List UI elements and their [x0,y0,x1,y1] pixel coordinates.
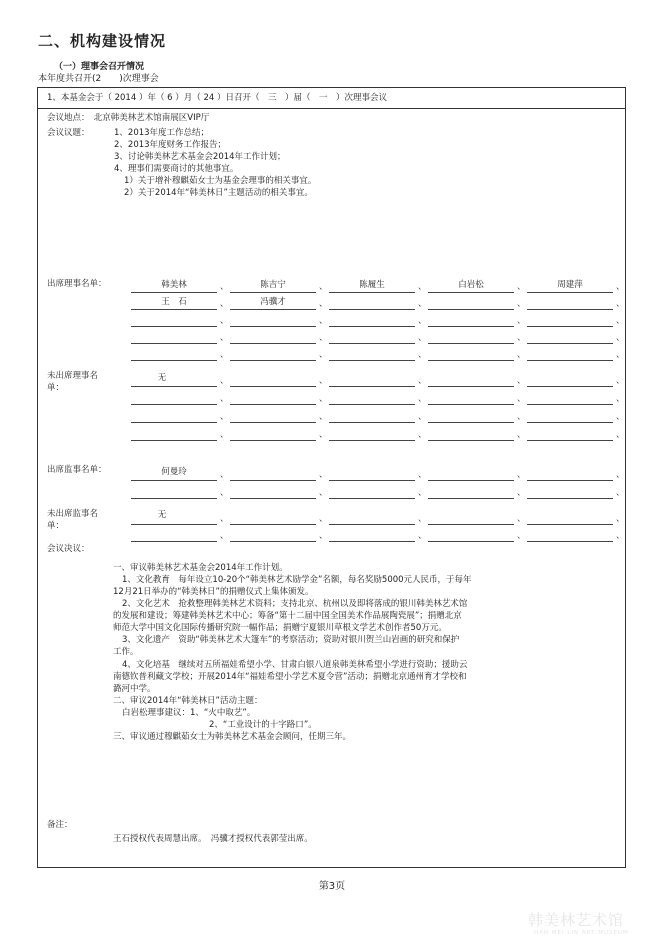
director-name: 冯骥才 [260,297,286,307]
separator: 、 [418,470,427,480]
name-line [230,375,316,387]
separator: 、 [418,333,427,343]
separator: 、 [616,412,625,422]
separator: 、 [517,470,526,480]
agenda-subitem: 2）关于2014年“韩美林日”主题活动的相关事宜。 [124,188,313,198]
name-line [230,349,316,361]
separator: 、 [220,430,229,440]
resolution-line: 3、文化遗产 资助“韩美林艺术大篷车”的考察活动；资助对银川贺兰山岩画的研究和保护 [122,635,460,645]
absent-supervisors-label-cont: 单： [47,521,65,531]
separator: 、 [220,488,229,498]
name-line [527,375,613,387]
name-line [329,332,415,344]
separator: 、 [418,394,427,404]
name-line [527,315,613,327]
name-line [527,513,613,525]
name-line [527,411,613,423]
separator: 、 [418,412,427,422]
name-line [230,332,316,344]
watermark-main: 韩美林艺术馆 [528,911,625,929]
separator: 、 [517,376,526,386]
name-line [428,530,514,542]
resolution-line: 12月21日举办的“韩美林日”的捐赠仪式上集体颁发。 [113,587,314,597]
name-line [527,429,613,441]
meeting-location: 会议地点： 北京韩美林艺术馆南展区VIP厅 [47,113,210,123]
separator: 、 [418,430,427,440]
name-line [329,429,415,441]
name-line [428,375,514,387]
separator: 、 [319,470,328,480]
name-line [428,469,514,481]
separator: 、 [319,350,328,360]
resolution-line: 工作。 [113,647,139,657]
name-line [329,349,415,361]
name-line [230,487,316,499]
separator: 、 [418,316,427,326]
name-line [131,530,217,542]
name-line [428,315,514,327]
name-line [131,411,217,423]
separator: 、 [220,376,229,386]
agenda-label: 会议议题： [47,128,90,138]
separator: 、 [319,333,328,343]
separator: 、 [616,394,625,404]
name-line [329,530,415,542]
director-name: 王 石 [161,297,187,307]
name-line [428,332,514,344]
separator: 、 [517,488,526,498]
meeting-header: 1、本基金会于（ 2014 ）年（ 6 ）月（ 24 ）日召开（ 三 ）届（ 一 ）次理事会议 [47,93,387,103]
resolution-line: 白岩松理事建议：1、“火中取艺”。 [122,708,256,718]
separator: 、 [319,316,328,326]
absent-directors-label-cont: 单： [47,383,65,393]
name-line [230,513,316,525]
name-line [527,469,613,481]
name-line [527,530,613,542]
resolution-line: 师范大学中国文化国际传播研究院一幅作品；捐赠宁夏银川草根文学艺术创作者50万元。 [113,623,447,633]
separator: 、 [517,316,526,326]
separator: 、 [220,514,229,524]
name-line [131,315,217,327]
name-line [131,332,217,344]
separator: 、 [517,333,526,343]
resolution-line: 1、文化教育 每年设立10-20个“韩美林艺术励学金”名额，每名奖励5000元人民币，于每年 [122,575,472,585]
separator: 、 [517,350,526,360]
separator: 、 [220,470,229,480]
name-line [527,393,613,405]
name-line [329,469,415,481]
resolutions-label: 会议决议： [47,544,90,554]
separator: 、 [418,488,427,498]
separator: 、 [517,282,526,292]
separator: 、 [418,531,427,541]
separator: 、 [220,394,229,404]
name-line [428,298,514,310]
agenda-item: 1、2013年度工作总结； [114,128,210,138]
separator: 、 [418,299,427,309]
name-line [329,487,415,499]
page-number: 第3页 [318,881,346,892]
resolution-line: 南德钦普利藏文学校；开展2014年“福娃希望小学艺术夏令营”活动；捐赠北京通州育才学校和 [113,672,467,682]
attending-supervisors-label: 出席监事名单： [47,465,107,475]
separator: 、 [616,376,625,386]
separator: 、 [319,430,328,440]
separator: 、 [616,333,625,343]
separator: 、 [616,470,625,480]
museum-watermark [528,909,648,939]
separator: 、 [220,316,229,326]
separator: 、 [418,282,427,292]
separator: 、 [616,282,625,292]
separator: 、 [517,299,526,309]
separator: 、 [319,394,328,404]
name-line [329,315,415,327]
resolution-line: 二、审议2014年“韩美林日”活动主题： [113,696,263,706]
separator: 、 [220,412,229,422]
name-line [131,487,217,499]
name-line [329,513,415,525]
separator: 、 [319,299,328,309]
separator: 、 [616,316,625,326]
attending-directors-label: 出席理事名单： [47,279,107,289]
director-name: 韩美林 [161,280,187,290]
subsection-title: （一）理事会召开情况 [54,62,145,72]
name-line [230,429,316,441]
name-line [428,487,514,499]
separator: 、 [517,412,526,422]
separator: 、 [616,299,625,309]
resolution-line: 的发展和建设；筹建韩美林艺术中心；筹备“第十二届中国全国美术作品展陶瓷展”；捐赠北京 [113,611,462,621]
name-line [527,332,613,344]
separator: 、 [616,430,625,440]
separator: 、 [220,350,229,360]
remarks-text: 王石授权代表周慧出席。 冯骥才授权代表郭莹出席。 [113,834,313,844]
watermark-sub: HAN MEI LIN ART MUSEUM [534,930,629,936]
separator: 、 [220,333,229,343]
separator: 、 [616,488,625,498]
resolution-line: 2、“工业设计的十字路口”。 [209,720,317,730]
name-line [230,530,316,542]
separator: 、 [418,514,427,524]
separator: 、 [319,282,328,292]
meeting-record-form [37,87,626,868]
name-line [428,393,514,405]
separator: 、 [616,531,625,541]
director-name: 周建萍 [557,280,583,290]
separator: 、 [517,394,526,404]
separator: 、 [220,282,229,292]
separator: 、 [616,350,625,360]
name-line [428,349,514,361]
name-line [527,298,613,310]
header-divider [38,108,625,109]
separator: 、 [418,350,427,360]
absent-director-name: 无 [157,373,167,383]
absent-supervisor-name: 无 [157,510,167,520]
separator: 、 [616,514,625,524]
name-line [230,315,316,327]
resolution-line: 潞河中学。 [113,684,156,694]
director-name: 陈吉宁 [260,280,286,290]
absent-directors-label: 未出席理事名 [47,371,99,381]
separator: 、 [517,531,526,541]
separator: 、 [319,376,328,386]
annual-meeting-count: 本年度共召开(2 )次理事会 [38,74,159,84]
separator: 、 [220,299,229,309]
absent-supervisors-label: 未出席监事名 [47,509,99,519]
name-line [527,349,613,361]
name-line [131,429,217,441]
supervisor-name: 何曼玲 [161,467,187,477]
resolution-line: 三、审议通过穆麒茹女士为韩美林艺术基金会顾问，任期三年。 [113,732,352,742]
separator: 、 [319,412,328,422]
name-line [230,411,316,423]
section-title: 二、机构建设情况 [38,32,167,50]
name-line [428,513,514,525]
name-line [131,393,217,405]
name-line [230,469,316,481]
separator: 、 [418,376,427,386]
separator: 、 [517,430,526,440]
agenda-item: 4、理事们需要商讨的其他事宜。 [114,164,239,174]
remarks-label: 备注： [47,820,73,830]
separator: 、 [220,531,229,541]
agenda-item: 3、讨论韩美林艺术基金会2014年工作计划； [114,152,286,162]
resolution-line: 2、文化艺术 抢救整理韩美林艺术资料；支持北京、杭州以及即将落成的银川韩美林艺术馆 [122,599,468,609]
name-line [329,298,415,310]
name-line [230,393,316,405]
agenda-item: 2、2013年度财务工作报告； [114,140,227,150]
name-line [131,349,217,361]
agenda-subitem: 1）关于增补穆麒茹女士为基金会理事的相关事宜。 [124,176,317,186]
name-line [428,429,514,441]
name-line [428,411,514,423]
separator: 、 [517,514,526,524]
resolution-line: 一、审议韩美林艺术基金会2014年工作计划。 [113,563,288,573]
director-name: 白岩松 [458,280,484,290]
name-line [329,375,415,387]
separator: 、 [319,488,328,498]
director-name: 陈履生 [359,280,385,290]
name-line [527,487,613,499]
separator: 、 [319,531,328,541]
resolution-line: 4、文化培基 继续对五所福娃希望小学、甘肃白银八道泉韩美林希望小学进行资助；援助云 [122,660,468,670]
name-line [329,393,415,405]
separator: 、 [319,514,328,524]
name-line [329,411,415,423]
